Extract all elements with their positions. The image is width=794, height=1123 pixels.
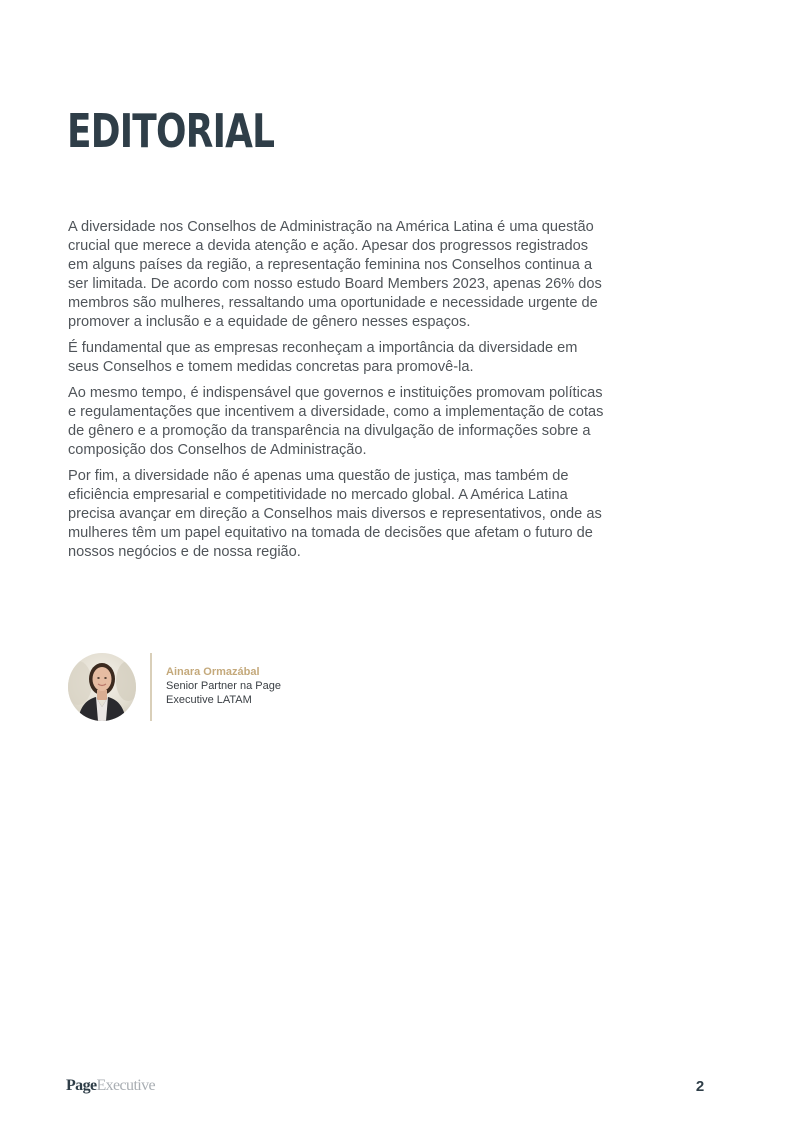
logo-executive-text: Executive — [96, 1077, 156, 1094]
page-number: 2 — [695, 1078, 705, 1095]
author-portrait-icon — [68, 653, 136, 721]
paragraph-3: Ao mesmo tempo, é indispensável que governos e instituições promovam políticas e regulamentações que incentivem a diversidade, como a implementação de cotas de gênero e a promoção da transparência na divulgação de informações sobre a composição dos Conselhos de Administração. — [68, 385, 604, 458]
author-role-line-1: Senior Partner na Page — [166, 680, 281, 692]
paragraph-4: Por fim, a diversidade não é apenas uma questão de justiça, mas também de eficiência empresarial e competitividade no mercado global. A América Latina precisa avançar em direção a Conselhos mais diversos e representativos, onde as mulheres têm um papel equitativo na tomada de decisões que afetam o futuro de nossos negócios e de nossa região. — [68, 468, 602, 560]
page-title: EDITORIAL — [67, 104, 275, 158]
author-name: Ainara Ormazábal — [166, 666, 260, 678]
paragraph-1: A diversidade nos Conselhos de Administração na América Latina é uma questão crucial que merece a devida atenção e ação. Apesar dos progressos registrados em alguns países da região, a representação feminina nos Conselhos continua a ser limitada. De acordo com nosso estudo Board Members 2023, apenas 26% dos membros são mulheres, ressaltando uma oportunidade e necessidade urgente de promover a inclusão e a equidade de gênero nesses espaços. — [68, 219, 602, 330]
avatar — [68, 653, 136, 721]
author-info — [166, 665, 366, 707]
paragraph-2: É fundamental que as empresas reconheçam a importância da diversidade em seus Conselhos e tomem medidas concretas para promovê-la. — [68, 340, 578, 375]
page-executive-logo — [66, 1076, 155, 1096]
author-block — [68, 653, 368, 721]
logo-page-text: Page — [66, 1077, 97, 1094]
author-divider — [150, 653, 152, 721]
editorial-body — [68, 218, 608, 569]
author-role-line-2: Executive LATAM — [166, 694, 252, 706]
